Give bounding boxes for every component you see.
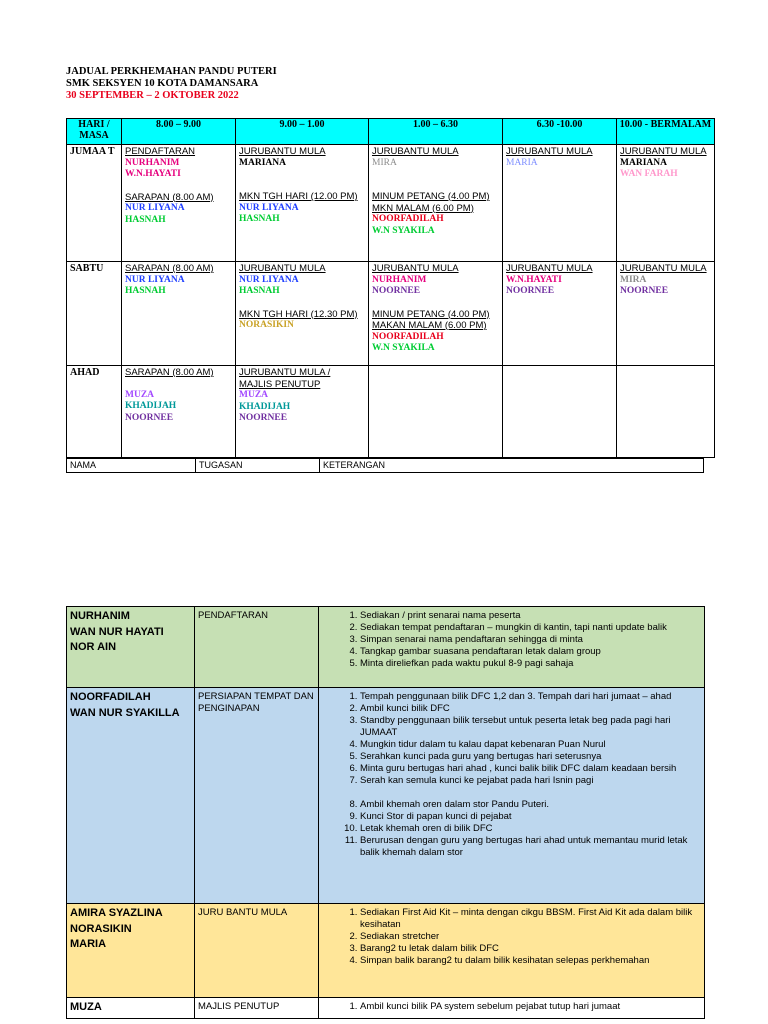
cell-ahad-slot-5 [617, 366, 715, 458]
duty-label: JURUBANTU MULA [372, 263, 459, 274]
task-details [319, 607, 705, 688]
task-item: 1. Sediakan / print senarai nama peserta [360, 610, 701, 622]
document-header [66, 66, 277, 102]
task-item: 9. Kunci Stor di papan kunci di pejabat [360, 811, 701, 823]
duty-label: MKN MALAM (6.00 PM) [372, 202, 474, 214]
person-name: NUR LIYANA [239, 202, 299, 213]
task-details [319, 904, 705, 998]
task-table [66, 606, 705, 1019]
person-name: MUZA [239, 390, 269, 400]
cell-sabtu-slot-3 [369, 262, 503, 366]
duty-label: PENDAFTARAN [125, 146, 196, 157]
footer-keterangan: KETERANGAN [320, 459, 704, 473]
col-header-slot-4: 6.30 -10.00 [503, 119, 617, 145]
day-sabtu: SABTU [67, 262, 122, 366]
task-title: PENDAFTARAN [195, 607, 319, 688]
day-jumaat: JUMAA T [67, 145, 122, 262]
person-name: NOORNEE [620, 286, 669, 296]
person-name: NURHANIM [125, 157, 180, 168]
task-item: 6. Minta guru bertugas hari ahad , kunci balik bilik DFC dalam keadaan bersih [360, 763, 701, 775]
cell-ahad-slot-3 [369, 366, 503, 458]
person-name: NOORFADILAH [372, 214, 444, 224]
task-title: PERSIAPAN TEMPAT DAN PENGINAPAN [195, 688, 319, 904]
task-item: 5. Minta direliefkan pada waktu pukul 8-9 pagi sahaja [360, 658, 701, 670]
task-item: 7. Serah kan semula kunci ke pejabat pada hari Isnin pagi [360, 775, 701, 787]
col-header-slot-3: 1.00 – 6.30 [369, 119, 503, 145]
person-name: HASNAH [239, 214, 280, 224]
person-name: KHADIJAH [125, 401, 177, 411]
duty-label: JURUBANTU MULA / [239, 367, 331, 378]
col-header-slot-5: 10.00 - BERMALAM [617, 119, 715, 145]
task-names [67, 688, 195, 904]
person-name: NUR LIYANA [125, 203, 185, 213]
header-dates: 30 SEPTEMBER – 2 OKTOBER 2022 [66, 90, 239, 101]
person-name: NOORFADILAH [70, 691, 151, 703]
person-name: NOORNEE [506, 286, 555, 296]
duty-label: JURUBANTU MULA [506, 146, 593, 157]
duty-label: JURUBANTU MULA [620, 263, 707, 274]
person-name: MUZA [70, 1001, 102, 1013]
task-item: 8. Ambil khemah oren dalam stor Pandu Puteri. [360, 799, 701, 811]
task-item: 11. Berurusan dengan guru yang bertugas hari ahad untuk memantau murid letak balik khemah dalam stor [360, 835, 701, 859]
task-names [67, 607, 195, 688]
person-name: W.N SYAKILA [372, 225, 435, 236]
task-item: 10. Letak khemah oren di bilik DFC [360, 823, 701, 835]
cell-jumaat-slot-2 [236, 145, 369, 262]
person-name: NORASIKIN [70, 922, 132, 935]
person-name: HASNAH [125, 286, 166, 296]
person-name: KHADIJAH [239, 401, 291, 412]
row-jumaat [67, 145, 715, 262]
duty-label: MKN TGH HARI (12.30 PM) [239, 308, 358, 320]
person-name: WAN NUR HAYATI [70, 625, 164, 638]
person-name: WAN NUR SYAKILLA [70, 706, 180, 719]
duty-label: MINUM PETANG (4.00 PM) [372, 191, 490, 202]
task-item: 1. Tempah penggunaan bilik DFC 1,2 dan 3. Tempah dari hari jumaat – ahad [360, 691, 701, 703]
cell-sabtu-slot-2 [236, 262, 369, 366]
footer-header-table [66, 458, 704, 473]
person-name: MARIA [70, 938, 107, 950]
duty-label: MAJLIS PENUTUP [239, 378, 321, 390]
duty-label: JURUBANTU MULA [506, 263, 593, 274]
task-title: MAJLIS PENUTUP [195, 998, 319, 1019]
duty-label: JURUBANTU MULA [372, 146, 459, 157]
person-name: NURHANIM [70, 610, 130, 622]
cell-jumaat-slot-4 [503, 145, 617, 262]
col-header-slot-2: 9.00 – 1.00 [236, 119, 369, 145]
task-row [67, 904, 705, 998]
person-name: NUR LIYANA [125, 274, 185, 285]
col-header-day: HARI / MASA [67, 119, 122, 145]
person-name: WAN FARAH [620, 169, 678, 179]
task-item: 1. Sediakan First Aid Kit – minta dengan cikgu BBSM. First Aid Kit ada dalam bilik kesihatan [360, 907, 701, 931]
person-name: NOORFADILAH [372, 331, 444, 342]
person-name: MARIA [506, 157, 538, 168]
duty-label: MKN TGH HARI (12.00 PM) [239, 191, 358, 202]
cell-jumaat-slot-3 [369, 145, 503, 262]
duty-label: SARAPAN (8.00 AM) [125, 191, 214, 203]
cell-sabtu-slot-1 [122, 262, 236, 366]
duty-label: JURUBANTU MULA [239, 263, 326, 274]
person-name: NOORNEE [239, 413, 288, 423]
task-row [67, 998, 705, 1019]
person-name: W.N.HAYATI [125, 169, 181, 179]
task-item: 2. Ambil kunci bilik DFC [360, 703, 701, 715]
person-name: NUR LIYANA [239, 274, 299, 285]
duty-label: JURUBANTU MULA [620, 146, 707, 157]
person-name: AMIRA SYAZLINA [70, 907, 163, 919]
task-row [67, 607, 705, 688]
duty-label: JURUBANTU MULA [239, 146, 326, 157]
cell-ahad-slot-4 [503, 366, 617, 458]
cell-sabtu-slot-5 [617, 262, 715, 366]
task-item: 1. Ambil kunci bilik PA system sebelum pejabat tutup hari jumaat [360, 1001, 701, 1013]
row-sabtu [67, 262, 715, 366]
task-row [67, 688, 705, 904]
task-names [67, 904, 195, 998]
col-header-slot-1: 8.00 – 9.00 [122, 119, 236, 145]
cell-jumaat-slot-5 [617, 145, 715, 262]
person-name: NOORNEE [125, 412, 174, 423]
task-item: 3. Simpan senarai nama pendaftaran sehingga di minta [360, 634, 701, 646]
person-name: W.N SYAKILA [372, 343, 435, 353]
person-name: NOORNEE [372, 286, 421, 296]
person-name: HASNAH [125, 214, 166, 225]
person-name: MARIANA [239, 157, 286, 168]
task-title: JURU BANTU MULA [195, 904, 319, 998]
footer-tugasan: TUGASAN [196, 459, 320, 473]
cell-sabtu-slot-4 [503, 262, 617, 366]
day-ahad: AHAD [67, 366, 122, 458]
task-item: 4. Mungkin tidur dalam tu kalau dapat kebenaran Puan Nurul [360, 739, 701, 751]
cell-ahad-slot-1 [122, 366, 236, 458]
task-item: 4. Tangkap gambar suasana pendaftaran letak dalam group [360, 646, 701, 658]
person-name: MARIANA [620, 157, 667, 168]
task-item: 3. Barang2 tu letak dalam bilik DFC [360, 943, 701, 955]
person-name: MUZA [125, 389, 155, 400]
task-item: 2. Sediakan stretcher [360, 931, 701, 943]
header-title: JADUAL PERKHEMAHAN PANDU PUTERI [66, 66, 277, 77]
task-item: 3. Standby penggunaan bilik tersebut untuk peserta letak beg pada pagi hari JUMAAT [360, 715, 701, 739]
task-item: 4. Simpan balik barang2 tu dalam bilik kesihatan selepas perkhemahan [360, 955, 701, 967]
person-name: MIRA [620, 274, 647, 285]
schedule-table [66, 118, 715, 458]
duty-label: MINUM PETANG (4.00 PM) [372, 308, 490, 320]
person-name: NORASIKIN [239, 320, 294, 330]
task-item: 2. Sediakan tempat pendaftaran – mungkin di kantin, tapi nanti update balik [360, 622, 701, 634]
footer-nama: NAMA [67, 459, 196, 473]
person-name: MIRA [372, 157, 397, 168]
duty-label: MAKAN MALAM (6.00 PM) [372, 320, 487, 331]
person-name: HASNAH [239, 286, 280, 296]
person-name: W.N.HAYATI [506, 274, 562, 285]
task-names [67, 998, 195, 1019]
person-name: NURHANIM [372, 274, 427, 285]
schedule-header-row [67, 119, 715, 145]
duty-label: SARAPAN (8.00 AM) [125, 263, 214, 274]
task-details [319, 688, 705, 904]
cell-ahad-slot-2 [236, 366, 369, 458]
task-item: 5. Serahkan kunci pada guru yang bertugas hari seterusnya [360, 751, 701, 763]
cell-jumaat-slot-1 [122, 145, 236, 262]
duty-label: SARAPAN (8.00 AM) [125, 367, 214, 378]
person-name: NOR AIN [70, 641, 117, 653]
task-details [319, 998, 705, 1019]
row-ahad [67, 366, 715, 458]
header-school: SMK SEKSYEN 10 KOTA DAMANSARA [66, 78, 259, 89]
